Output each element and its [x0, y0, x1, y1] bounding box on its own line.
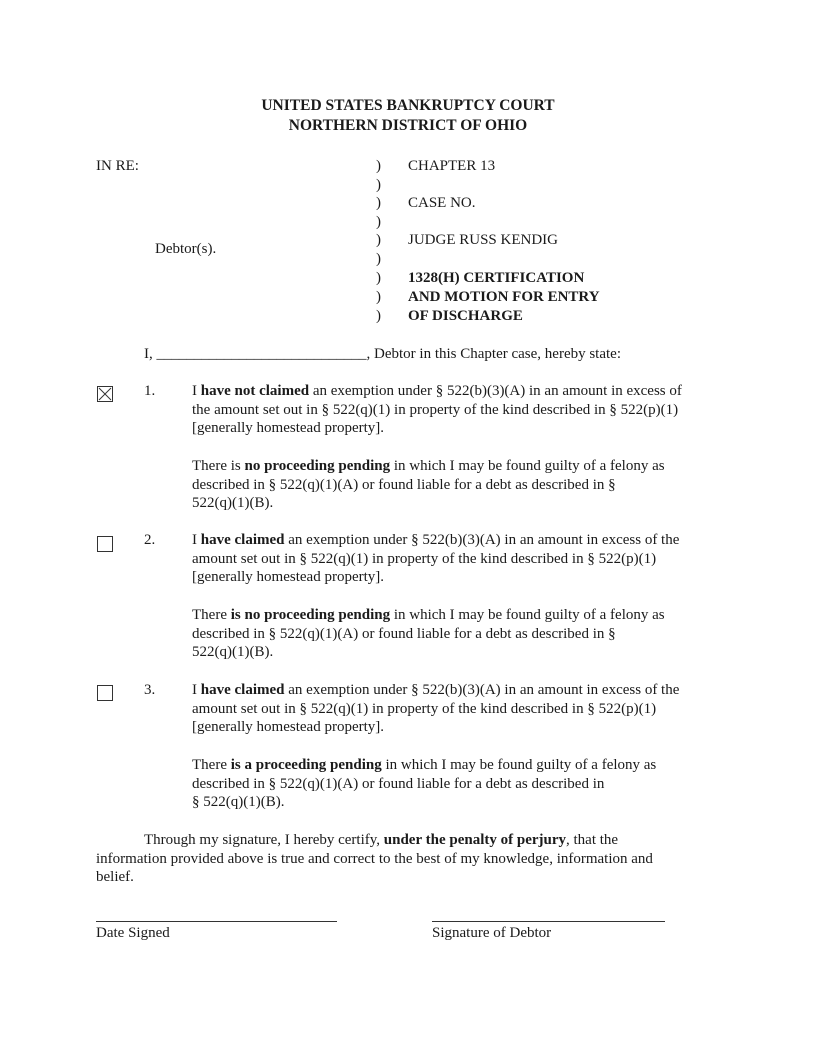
- debtor-name-blank[interactable]: ____________________________: [156, 346, 367, 362]
- certification-text: Through my signature, I hereby certify, under the penalty of perjury, that the information provided above is true and correct to the best of my knowledge, information and belief.: [96, 832, 653, 885]
- date-signed-label: Date Signed: [96, 925, 170, 941]
- debtor-label: Debtor(s).: [155, 241, 217, 257]
- intro-prefix: I,: [144, 346, 153, 362]
- debtor-signature-line[interactable]: [432, 921, 665, 922]
- paren: ): [376, 289, 381, 305]
- option-1-proceeding-text: There is no proceeding pending in which I may be found guilty of a felony as described in § 522(q)(1)(A) or found liable for a debt as described in § 522(q)(1)(B).: [192, 458, 665, 511]
- paren: ): [376, 308, 381, 324]
- paren: ): [376, 270, 381, 286]
- paren: ): [376, 158, 381, 174]
- court-name: UNITED STATES BANKRUPTCY COURT: [261, 97, 555, 114]
- option-3-checkbox[interactable]: [97, 685, 113, 701]
- option-3-claim-text: I have claimed an exemption under § 522(b)(3)(A) in an amount in excess of the amount set out in § 522(q)(1) in property of the kind described in § 522(p)(1) [generally homestead property].: [192, 682, 680, 735]
- paren: ): [376, 232, 381, 248]
- debtor-signature-label: Signature of Debtor: [432, 925, 552, 941]
- option-2-checkbox[interactable]: [97, 536, 113, 552]
- option-3-proceeding-text: There is a proceeding pending in which I may be found guilty of a felony as described in § 522(q)(1)(A) or found liable for a debt as described in § 522(q)(1)(B).: [192, 757, 657, 810]
- case-number-label: CASE NO.: [408, 195, 476, 211]
- option-number: 2.: [144, 532, 156, 548]
- district-name: NORTHERN DISTRICT OF OHIO: [288, 117, 528, 134]
- option-1-checkbox[interactable]: [97, 386, 113, 402]
- option-number: 3.: [144, 682, 156, 698]
- motion-title-line: 1328(H) CERTIFICATION: [408, 270, 585, 286]
- motion-title-line: AND MOTION FOR ENTRY: [408, 289, 600, 305]
- paren: ): [376, 195, 381, 211]
- paren: ): [376, 214, 381, 230]
- option-2-proceeding-text: There is no proceeding pending in which I may be found guilty of a felony as described in § 522(q)(1)(A) or found liable for a debt as described in § 522(q)(1)(B).: [192, 607, 665, 660]
- motion-title-line: OF DISCHARGE: [408, 308, 523, 324]
- x-mark-icon: [98, 387, 112, 401]
- judge-name: JUDGE RUSS KENDIG: [408, 232, 559, 248]
- option-2-claim-text: I have claimed an exemption under § 522(b)(3)(A) in an amount in excess of the amount set out in § 522(q)(1) in property of the kind described in § 522(p)(1) [generally homestead property].: [192, 532, 680, 585]
- option-1-claim-text: I have not claimed an exemption under § 522(b)(3)(A) in an amount in excess of the amount set out in § 522(q)(1) in property of the kind described in § 522(p)(1) [generally homestead property].: [192, 383, 682, 436]
- date-signed-line[interactable]: [96, 921, 337, 922]
- option-number: 1.: [144, 383, 156, 399]
- intro-statement: [144, 345, 621, 364]
- paren: ): [376, 251, 381, 267]
- chapter-label: CHAPTER 13: [408, 158, 496, 174]
- paren: ): [376, 177, 381, 193]
- in-re-label: IN RE:: [96, 158, 139, 174]
- intro-suffix: , Debtor in this Chapter case, hereby state:: [366, 346, 622, 362]
